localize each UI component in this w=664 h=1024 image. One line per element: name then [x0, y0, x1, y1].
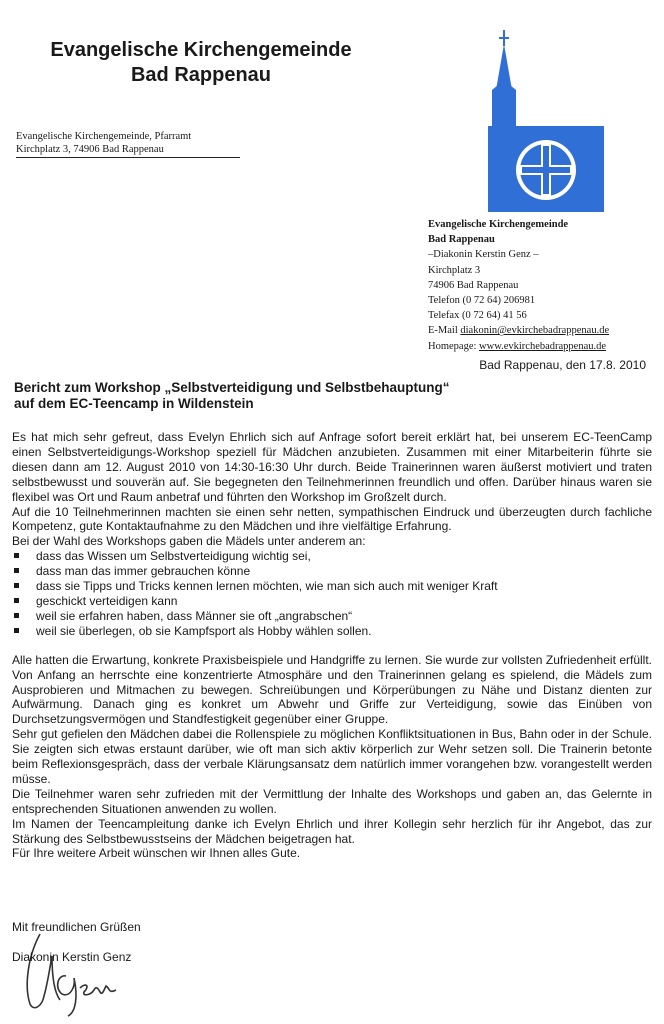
paragraph-7: Im Namen der Teencampleitung danke ich Evelyn Ehrlich und ihrer Kollegin sehr herzlich für ihr Angebot, das zur Stärkung des Selbstbewusstseins der Mädchen beigetragen hat. [12, 816, 652, 846]
list-item-text: dass sie Tipps und Tricks kennen lernen möchten, wie man sich auch mit weniger Kraft [36, 579, 498, 594]
email-link[interactable]: diakonin@evkirchebadrappenau.de [460, 325, 610, 337]
paragraph-6: Die Teilnehmer waren sehr zufrieden mit der Vermittlung der Inhalte des Workshops und gaben an, das Gelernte in entsprechenden Situationen anwenden zu wollen. [12, 786, 652, 816]
date-line: Bad Rappenau, den 17.8. 2010 [479, 358, 646, 372]
contact-homepage-row [428, 339, 660, 354]
letter-body [12, 430, 652, 861]
sender-line1: Evangelische Kirchengemeinde, Pfarramt [16, 131, 192, 142]
contact-person: –Diakonin Kerstin Genz – [428, 249, 539, 261]
subject-line2: auf dem EC-Teencamp in Wildenstein [14, 396, 254, 411]
homepage-link[interactable]: www.evkirchebadrappenau.de [479, 340, 607, 352]
paragraph-gap [12, 639, 652, 653]
subject-line1: Bericht zum Workshop „Selbstverteidigung und Selbstbehauptung“ [14, 380, 450, 395]
email-label: E-Mail [428, 325, 458, 337]
list-item-text: dass man das immer gebrauchen könne [36, 564, 251, 579]
paragraph-8: Für Ihre weitere Arbeit wünschen wir Ihnen alles Gute. [12, 846, 301, 861]
sender-line2: Kirchplatz 3, 74906 Bad Rappenau [16, 143, 240, 158]
contact-fax: Telefax (0 72 64) 41 56 [428, 310, 527, 322]
list-item-text: weil sie überlegen, ob sie Kampfsport als Hobby wählen sollen. [36, 623, 372, 638]
contact-city: 74906 Bad Rappenau [428, 279, 519, 291]
subject-heading [14, 380, 654, 412]
bullet-icon [14, 568, 19, 573]
list-item [12, 594, 652, 609]
paragraph-3: Bei der Wahl des Workshops gaben die Mädels unter anderem an: [12, 534, 366, 549]
contact-email-row [428, 323, 660, 338]
reasons-list [12, 549, 652, 638]
homepage-label: Homepage: [428, 340, 477, 352]
contact-street: Kirchplatz 3 [428, 264, 481, 276]
bullet-icon [14, 628, 19, 633]
list-item [12, 624, 652, 639]
list-item-text: weil sie erfahren haben, dass Männer sie oft „angrabschen“ [36, 608, 353, 623]
letterhead-title [0, 38, 402, 88]
contact-org-line2: Bad Rappenau [428, 234, 495, 246]
list-item-text: geschickt verteidigen kann [36, 593, 178, 608]
bullet-icon [14, 583, 19, 588]
contact-org-line1: Evangelische Kirchengemeinde [428, 219, 569, 230]
handwritten-signature [18, 926, 128, 1018]
contact-phone: Telefon (0 72 64) 206981 [428, 295, 536, 307]
list-item [12, 549, 652, 564]
contact-block [428, 217, 660, 354]
church-logo [486, 30, 606, 214]
bullet-icon [14, 613, 19, 618]
paragraph-1: Es hat mich sehr gefreut, dass Evelyn Ehrlich sich auf Anfrage sofort bereit erklärt hat, bei unserem EC-TeenCamp einen Selbstverteidigungs-Workshop speziell für Mädchen anzubieten. Zusammen mit einer Mitarbeiterin führte sie diesen dann am 12. August 2010 von 14:30-16:30 Uhr durch. Beide Trainerinnen waren äußerst motiviert und traten selbstbewusst und souverän auf. Sie begegneten den Teilnehmerinnen freundlich und offen. Darüber hinaus waren sie flexibel was Ort und Raum anbetraf und führten den Workshop im Großzelt durch. [12, 430, 652, 504]
list-item [12, 579, 652, 594]
paragraph-5: Sehr gut gefielen den Mädchen dabei die Rollenspiele zu möglichen Konfliktsituationen in Bus, Bahn oder in der Schule. Sie zeigten sich etwas erstaunt darüber, wie oft man sich aktiv körperlich zur Wehr setzen soll. Die Trainerin betonte beim Reflexionsgespräch, dass der verbale Klärungsansatz dem natürlich immer vorangehen bzw. vorangestellt werden müsse. [12, 727, 652, 786]
paragraph-2: Auf die 10 Teilnehmerinnen machten sie einen sehr netten, sympathischen Eindruck und überzeugten durch fachliche Kompetenz, gute Kontaktaufnahme zu den Mädchen und ihre vielfältige Erfahrung. [12, 504, 652, 534]
list-item [12, 564, 652, 579]
signature-name: Diakonin Kerstin Genz [12, 950, 132, 964]
letterhead-title-line1: Evangelische Kirchengemeinde [50, 39, 352, 61]
list-item [12, 609, 652, 624]
list-item-text: dass das Wissen um Selbstverteidigung wichtig sei, [36, 549, 311, 564]
closing-greeting: Mit freundlichen Grüßen [12, 920, 141, 934]
bullet-icon [14, 598, 19, 603]
letterhead-title-line2: Bad Rappenau [130, 64, 272, 86]
paragraph-4: Alle hatten die Erwartung, konkrete Praxisbeispiele und Handgriffe zu lernen. Sie wurde zur vollsten Zufriedenheit erfüllt. Von Anfang an herrschte eine konzentrierte Atmosphäre und den Trainerinnen gelang es spielend, die Mädels zum Ausprobieren und Mitmachen zu bewegen. Schreiübungen und Körperübungen zu Nähe und Distanz dienten zur Aufwärmung. Danach ging es konkret um Abwehr und Griffe zur Verteidigung, sowie das Einüben von Durchsetzungsvermögen und Standfestigkeit gegenüber einer Gruppe. [12, 652, 652, 727]
bullet-icon [14, 553, 19, 558]
sender-address [16, 130, 240, 158]
